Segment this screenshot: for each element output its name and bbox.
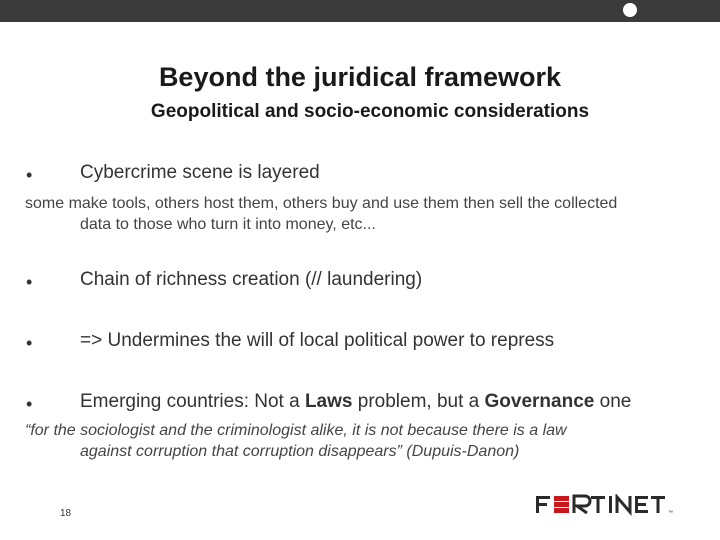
top-bar	[0, 0, 720, 22]
sub-text-line-1: some make tools, others host them, others buy and use them then sell the collected	[25, 195, 618, 212]
quote-dupuis-danon	[25, 420, 567, 462]
bullet-cybercrime-layered: Cybercrime scene is layered	[80, 162, 320, 183]
slide-title: Beyond the juridical framework	[158, 62, 562, 92]
bullet-text-part: one	[594, 391, 632, 412]
bullet-text-part: problem, but a	[352, 391, 485, 412]
bullet-richness-chain: Chain of richness creation (// laundering)	[80, 269, 423, 290]
bold-governance: Governance	[484, 391, 595, 412]
quote-line-1: “for the sociologist and the criminologist alike, it is not because there is a law	[25, 422, 567, 439]
bullet-marker: •	[26, 333, 33, 353]
bullet-text-part: Emerging countries: Not a	[80, 391, 305, 412]
page-number: 18	[60, 508, 72, 519]
logo-red-mark-mid	[554, 502, 569, 507]
bullet-emerging-countries	[80, 391, 631, 413]
fortinet-logo	[536, 494, 682, 516]
quote-line-2: against corruption that corruption disappears” (Dupuis-Danon)	[80, 443, 520, 460]
bullet-marker: •	[26, 272, 33, 292]
bullet-marker: •	[26, 394, 33, 414]
bold-laws: Laws	[304, 391, 353, 412]
bullet-undermines-power: => Undermines the will of local political power to repress	[80, 330, 555, 351]
sub-text-line-2: data to those who turn it into money, etc...	[80, 216, 376, 233]
logo-red-mark-top	[554, 496, 569, 501]
top-bar-dot	[623, 3, 637, 17]
sub-text-layers	[25, 193, 617, 235]
bullet-marker: •	[26, 165, 33, 185]
slide-subtitle: Geopolitical and socio-economic considerations	[150, 101, 590, 122]
logo-red-mark-bottom	[554, 508, 569, 513]
svg-text:™: ™	[668, 510, 673, 516]
